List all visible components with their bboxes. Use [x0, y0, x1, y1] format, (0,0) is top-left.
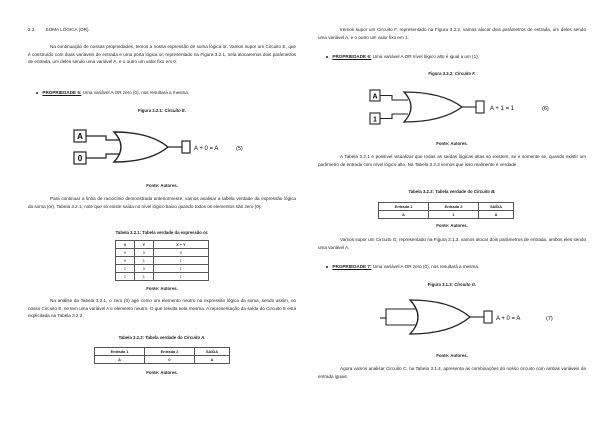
table-header: SAÍDA — [195, 348, 230, 356]
table-cell: 0 — [116, 249, 135, 257]
or-gate-icon — [404, 92, 462, 122]
table-cell: 1 — [153, 265, 208, 273]
caption-prefix: Figura 3.1.3: — [427, 282, 455, 287]
paragraph: Agora vamos analisar Circuito C, na Tabela 3.1.4, apresenta as combinações do nosso circuito com ambas variáveis de entrada iguais. — [318, 366, 586, 379]
paragraph: A Tabela 3.2.1 é possível visualizar que todas as saídas lógicas altas só existem, se e somente se, quando existir um parâmetro de entrada com nível lógico alto. Na Tabela 3.2.3 vemos que isso realmente é verdade. — [318, 154, 586, 167]
equation-number: (7) — [546, 316, 553, 322]
input-label: 1 — [373, 116, 377, 124]
table-cell: 1 — [134, 257, 153, 265]
wire — [380, 114, 408, 119]
property-text: Uma variável A OR zero (0), nos resultará a mesma. — [371, 264, 480, 269]
table-source: Fonte: Autores. — [146, 286, 178, 291]
bullet-dot — [36, 92, 38, 94]
table-cell: 1 — [153, 273, 208, 281]
property-text: Uma variável A OR nível lógico alto é igual a um (1). — [371, 54, 479, 59]
table-cell: A — [379, 211, 429, 219]
bullet-dot — [326, 266, 328, 268]
or-gate-icon — [114, 132, 168, 162]
table-cell: 1 — [134, 273, 153, 281]
paragraph: Vamos supor um Circuito G, representado na Figura 3.1.3, vamos alocar dois parâmetros de entrada, ambos eles sendo uma variável A. — [318, 237, 586, 250]
figure-caption — [318, 281, 586, 289]
wire — [380, 96, 408, 101]
table-header: Entrada 2 — [429, 203, 479, 211]
truth-table-circuit-a — [94, 347, 230, 364]
section-number: 2.2 — [28, 27, 35, 32]
table-cell: 1 — [116, 265, 135, 273]
caption-circuit: Circuito A. — [183, 335, 206, 340]
caption-prefix: Tabela 3.2.3: Tabela verdade do — [408, 189, 474, 194]
table-row — [95, 356, 230, 364]
table-cell: 0 — [116, 257, 135, 265]
equation-number: (6) — [542, 106, 549, 112]
output-box — [484, 311, 492, 323]
table-cell: A — [95, 356, 145, 364]
paragraph: Na análise da Tabela 3.2.1, o zero (0) age como um elemento neutro na expressão lógica da soma, sendo assim, no nosso Circuito E, se tem uma variável A e elemento neutro. O que resulta nela mesma. A representação da saída do Circuito E está explicitada na Tabela 3.2.2. — [28, 298, 296, 319]
table-row — [116, 257, 209, 265]
input-label: A — [77, 132, 83, 141]
paragraph: Iremos supor um Circuito F, representado na Figura 3.2.2, vamos alocar dois parâmetros de entrada, um deles sendo uma variável A, e o outro um valor fixo em 1. — [318, 27, 586, 40]
caption-circuit: Circuito G. — [454, 282, 477, 287]
table-cell: 1 — [116, 273, 135, 281]
output-expression: A + 1 = 1 — [490, 106, 515, 112]
property-label: PROPRIEDADE 5: — [42, 90, 82, 95]
figure-source: Fonte: Autores. — [436, 353, 468, 358]
table-row — [116, 265, 209, 273]
right-column — [318, 0, 586, 424]
table-source: Fonte: Autores. — [146, 370, 178, 375]
table-header: SAÍDA — [479, 203, 514, 211]
property-5-bullet — [36, 89, 296, 97]
table-header: Entrada 1 — [379, 203, 429, 211]
wire — [86, 154, 120, 158]
table-header: Entrada 1 — [95, 348, 145, 356]
property-7-bullet — [326, 263, 586, 271]
table-cell: 1 — [429, 211, 479, 219]
caption-prefix: Figura 3.2.2: — [428, 71, 455, 76]
output-expression: A + 0 = A — [496, 316, 521, 322]
section-heading — [28, 26, 296, 34]
section-title: SOMA LÓGICA (OR). — [45, 27, 90, 32]
table-caption: Tabela 3.2.1: Tabela verdade da expressão or. — [115, 230, 209, 235]
table-cell: 0 — [134, 249, 153, 257]
equation-number: (5) — [236, 146, 243, 152]
paragraph: Na continuação de nossas propriedades, temos a nossa expressão de soma lógica or. Vamos supor um Circuito E, que é construído com duas variáveis de entrada e uma porta lógica or, representado na Figura 3.2.1, nela alocaremos dois parâmetros de entrada, um deles sendo uma variável A, e o outro um valor fixo em 0. — [28, 44, 296, 65]
property-label: PROPRIEDADE 7: — [332, 264, 372, 269]
paragraph: Para continuar a linha de raciocínio demonstrada anteriormente, vamos analisar a tabela verdade da expressão lógica da soma (or), Tabela 3.2.1, note que só existe saída no nível lógico baixo quando todos os elementos são zero (0). — [28, 196, 296, 209]
caption-circuit: Circuito B. — [473, 189, 496, 194]
output-box — [182, 141, 190, 153]
table-row — [379, 211, 514, 219]
table-header: X + Y — [153, 241, 208, 249]
input-label: 0 — [77, 154, 83, 163]
property-6-bullet — [326, 53, 586, 61]
table-header: Entrada 2 — [145, 348, 195, 356]
table-row — [116, 273, 209, 281]
table-header: X — [116, 241, 135, 249]
truth-table-circuit-b — [378, 202, 514, 219]
output-box — [476, 101, 484, 113]
figure-caption — [28, 107, 296, 115]
property-text: Uma variável A OR zero (0), nos resultará a mesma. — [81, 90, 190, 95]
bullet-dot — [326, 56, 328, 58]
wire — [386, 318, 418, 325]
wire — [86, 136, 120, 140]
table-row — [116, 249, 209, 257]
table-cell: A — [195, 356, 230, 364]
caption-circuit: Circuito F. — [454, 71, 476, 76]
table-cell: 0 — [153, 249, 208, 257]
caption-circuit: Circuito E. — [164, 108, 186, 113]
or-gate-figure — [70, 124, 250, 174]
or-gate-figure — [366, 86, 566, 130]
input-label: A — [372, 93, 378, 101]
table-cell: 1 — [153, 257, 208, 265]
property-label: PROPRIEDADE 6: — [332, 54, 372, 59]
table-header: Y — [134, 241, 153, 249]
caption-prefix: Tabela 3.2.2: Tabela verdade do — [118, 335, 184, 340]
table-cell: 0 — [145, 356, 195, 364]
table-source: Fonte: Autores. — [436, 223, 468, 228]
figure-caption — [318, 70, 586, 78]
or-gate-icon — [410, 300, 470, 334]
table-cell: 0 — [134, 265, 153, 273]
table-cell: A — [479, 211, 514, 219]
truth-table-or — [115, 240, 209, 281]
wire — [386, 309, 418, 318]
figure-source: Fonte: Autores. — [436, 141, 468, 146]
left-column — [28, 0, 296, 424]
table-caption — [28, 334, 296, 342]
table-caption — [318, 188, 586, 196]
figure-source: Fonte: Autores. — [146, 183, 178, 188]
caption-prefix: Figura 3.2.1: — [137, 108, 165, 113]
or-gate-figure — [366, 295, 566, 341]
output-expression: A + 0 = A — [194, 146, 219, 152]
